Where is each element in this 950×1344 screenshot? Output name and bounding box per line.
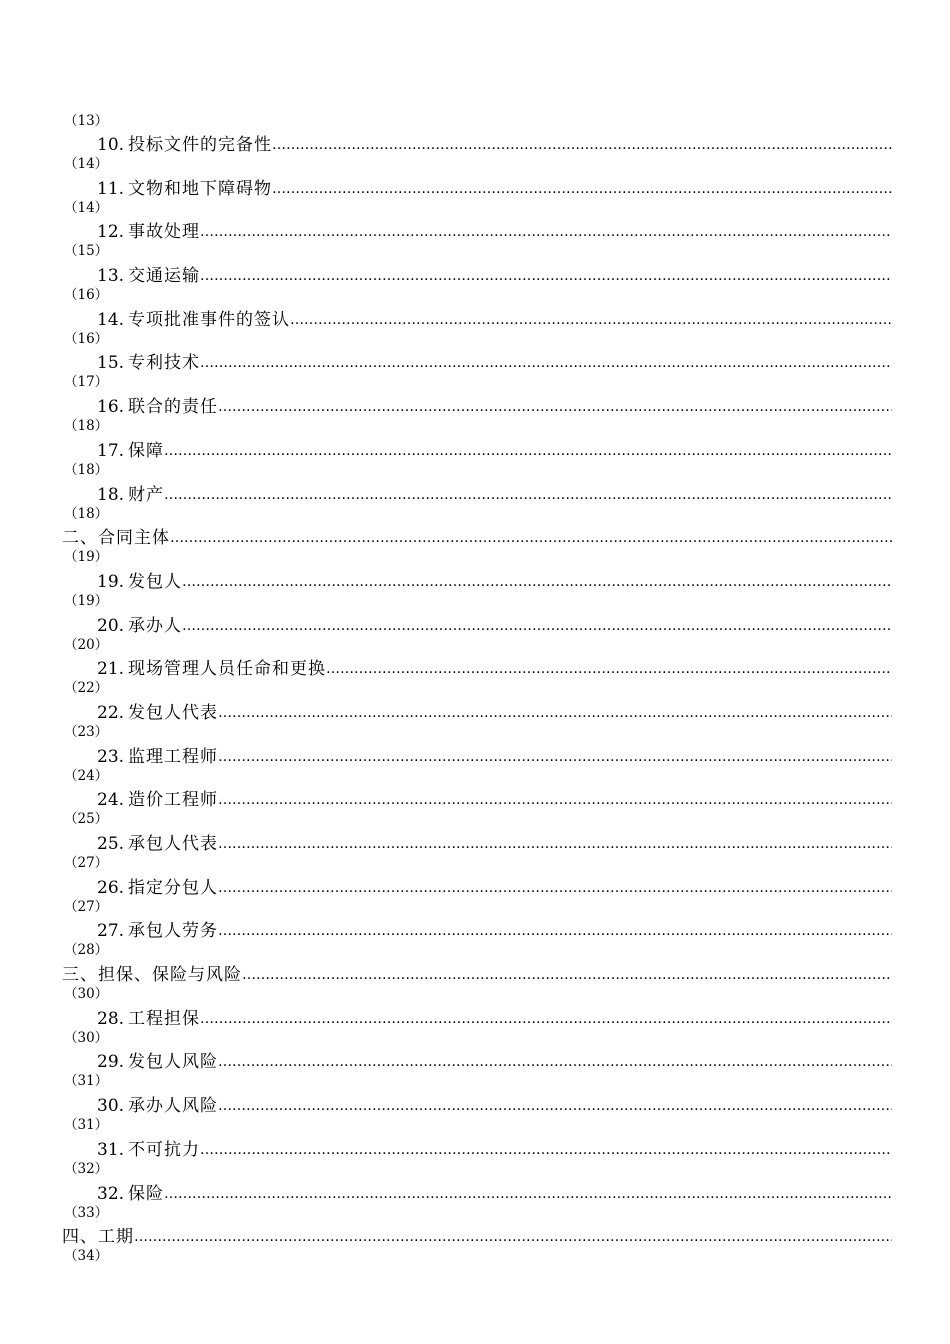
page-reference: （18） [64,505,109,522]
toc-entry[interactable] [62,172,892,216]
toc-entry-line [97,303,892,330]
page-reference: （16） [64,330,109,347]
toc-entry[interactable] [62,128,892,172]
toc-entry[interactable] [62,958,892,1002]
toc-entry-line [97,783,892,810]
toc-entry-line [97,696,892,723]
toc-entry[interactable] [62,1133,892,1177]
toc-entry-title: 承办人 [128,615,183,636]
page-reference: （18） [64,418,109,435]
toc-entry-line [97,914,892,941]
dot-leader [218,703,892,723]
page-reference: （30） [64,1029,109,1046]
toc-entry-title: 承包人代表 [128,834,219,854]
toc-entry-number: 16. [97,397,125,418]
toc-entry-number: 11. [97,178,125,199]
toc-entry-title: 财产 [128,484,165,505]
toc-entry-number: 26. [97,877,125,898]
toc-entry-line [97,478,892,505]
page-reference: （31） [64,1073,109,1090]
toc-entry-title: 发包人风险 [128,1052,219,1073]
page-reference: （24） [64,767,109,784]
toc-entry-title: 发包人代表 [128,702,219,723]
toc-entry[interactable] [62,521,892,565]
toc-entry-title: 保障 [128,440,165,461]
toc-entry-number: 23. [97,746,125,767]
toc-entry-number: 14. [97,309,125,330]
page-reference: （13） [64,113,109,129]
page-reference: （30） [64,986,109,1003]
toc-entry[interactable] [62,914,892,958]
toc-entry-number: 12. [97,222,125,243]
toc-entry[interactable] [62,1220,892,1264]
page-reference: （14） [64,199,109,216]
page-reference: （18） [64,461,109,478]
dot-leader [290,310,892,330]
toc-entry-title: 专利技术 [128,353,201,374]
toc-entry-number: 20. [97,615,125,636]
toc-entry-title: 三、担保、保险与风险 [62,965,242,986]
toc-entry-title: 四、工期 [62,1227,134,1248]
toc-entry-line [97,346,892,373]
toc-entry-line [97,652,892,679]
dot-leader [272,179,892,199]
dot-leader [272,135,892,155]
dot-leader [200,1009,892,1029]
toc-entry-number: 22. [97,702,125,723]
toc-entry[interactable] [62,303,892,347]
toc-entry-line [97,609,892,636]
toc-entry-number: 29. [97,1052,125,1073]
dot-leader [164,1184,892,1204]
toc-entry[interactable] [62,1002,892,1046]
toc-entry[interactable] [62,215,892,259]
toc-entry[interactable] [62,565,892,609]
dot-leader [218,1052,892,1072]
page-reference: （16） [64,287,109,304]
dot-leader [170,528,892,548]
toc-entry-title: 指定分包人 [128,877,219,898]
toc-entry[interactable] [62,390,892,434]
dot-leader [218,790,892,810]
toc-entry-title: 工程担保 [128,1008,201,1029]
toc-entries [62,128,892,1264]
page-reference: （17） [64,374,109,391]
toc-entry-title: 文物和地下障碍物 [128,178,273,199]
toc-entry-line [97,740,892,767]
dot-leader [134,1227,892,1247]
toc-entry-line [97,172,892,199]
toc-entry-number: 17. [97,440,125,461]
page-reference: （31） [64,1117,109,1134]
toc-entry-number: 10. [97,135,125,155]
toc-entry-line [62,958,892,985]
dot-leader [218,747,892,767]
toc-entry-title: 承办人风险 [128,1096,219,1117]
dot-leader [218,878,892,898]
toc-entry[interactable] [62,740,892,784]
page-reference: （19） [64,592,109,609]
page-reference: （25） [64,811,109,828]
toc-entry-title: 事故处理 [128,222,201,243]
dot-leader [218,1096,892,1116]
toc-entry-line [97,434,892,461]
toc-entry[interactable] [62,1045,892,1089]
toc-entry-number: 19. [97,571,125,592]
page-reference: （34） [64,1248,109,1265]
toc-entry[interactable] [62,259,892,303]
dot-leader [218,834,892,854]
toc-entry-title: 专项批准事件的签认 [128,309,291,330]
toc-entry-title: 造价工程师 [128,790,219,811]
toc-entry[interactable] [62,478,892,522]
dot-leader [182,616,892,636]
dot-leader [218,397,892,417]
dot-leader [164,485,892,505]
dot-leader [200,1140,892,1160]
toc-entry-line [62,1220,892,1247]
toc-entry-line [97,1002,892,1029]
toc-entry-title: 不可抗力 [128,1139,201,1160]
dot-leader [200,353,892,373]
page-reference: （28） [64,942,109,959]
toc-entry-line [62,521,892,548]
toc-entry-line [97,565,892,592]
dot-leader [182,572,892,592]
toc-entry-line [97,128,892,155]
page-reference: （33） [64,1204,109,1221]
toc-entry-title: 联合的责任 [128,397,219,418]
dot-leader [326,659,892,679]
toc-entry[interactable] [62,1177,892,1221]
page-reference: （15） [64,243,109,260]
toc-entry[interactable] [62,1089,892,1133]
toc-entry-title: 监理工程师 [128,746,219,767]
toc-entry-line [97,1045,892,1072]
toc-entry[interactable] [62,783,892,827]
toc-entry[interactable] [62,827,892,871]
dot-leader [200,266,892,286]
toc-entry-line [97,1133,892,1160]
toc-entry-number: 30. [97,1096,125,1117]
toc-entry-title: 二、合同主体 [62,528,170,549]
page-reference: （19） [64,549,109,566]
toc-entry-number: 21. [97,659,125,680]
toc-entry-number: 25. [97,834,125,854]
toc-entry-line [97,1177,892,1204]
page-reference: （14） [64,156,109,172]
page-reference: （27） [64,855,109,871]
toc-entry-number: 28. [97,1008,125,1029]
page-reference: （27） [64,898,109,915]
dot-leader [164,441,892,461]
toc-entry-title: 发包人 [128,571,183,592]
toc-entry-line [97,215,892,242]
page-reference: （20） [64,636,109,653]
toc-entry[interactable] [62,871,892,915]
toc-entry-number: 32. [97,1183,125,1204]
toc-entry-number: 13. [97,266,125,287]
page-reference: （23） [64,723,109,740]
toc-entry-title: 投标文件的完备性 [128,135,273,155]
toc-entry[interactable] [62,652,892,696]
toc-entry-line [97,827,892,854]
toc-entry[interactable] [62,346,892,390]
toc-entry-line [97,259,892,286]
toc-entry-title: 承包人劳务 [128,921,219,942]
toc-entry-number: 18. [97,484,125,505]
toc-entry-title: 现场管理人员任命和更换 [128,659,327,680]
dot-leader [200,222,892,242]
toc-entry-title: 保险 [128,1183,165,1204]
toc-entry-number: 27. [97,921,125,942]
page-reference: （22） [64,680,109,697]
dot-leader [242,965,892,985]
toc-entry-title: 交通运输 [128,266,201,287]
page-reference: （32） [64,1160,109,1177]
toc-entry[interactable] [62,609,892,653]
toc-entry-number: 15. [97,353,125,374]
toc-entry-number: 24. [97,790,125,811]
dot-leader [218,921,892,941]
toc-entry-line [97,871,892,898]
toc-entry[interactable] [62,696,892,740]
toc-entry-number: 31. [97,1139,125,1160]
toc-entry[interactable] [62,434,892,478]
toc-entry-line [97,390,892,417]
toc-entry-line [97,1089,892,1116]
